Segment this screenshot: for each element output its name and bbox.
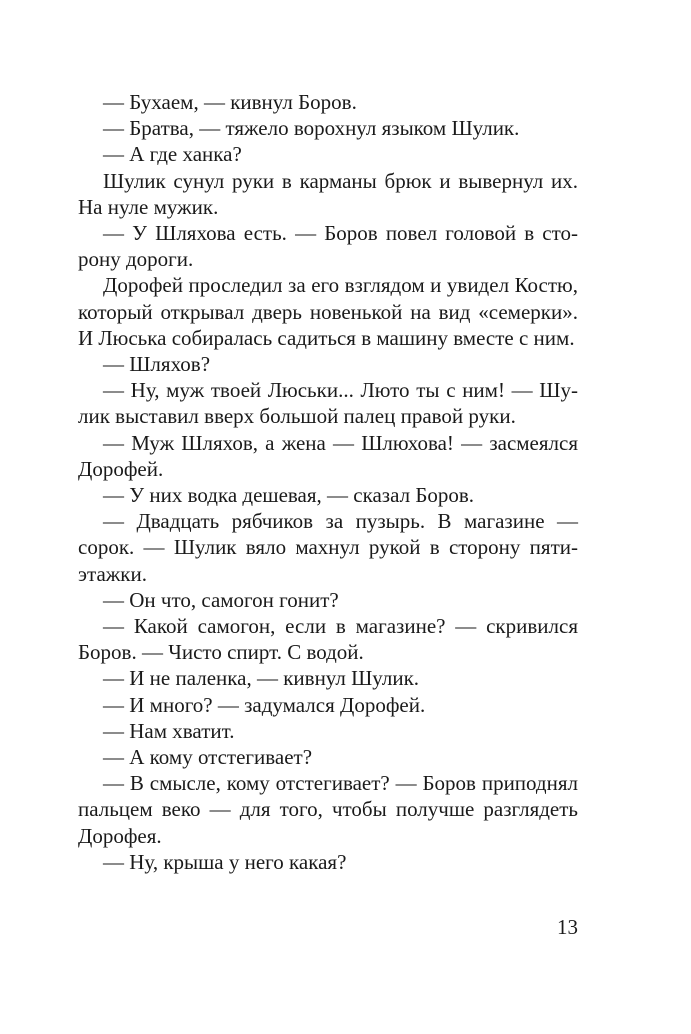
paragraph: — У Шляхова есть. — Боров повел головой в сторону дороги. — [78, 221, 578, 272]
paragraph: — Шляхов? — [103, 352, 211, 377]
paragraph: — Нам хватит. — [103, 718, 235, 743]
paragraph: — Братва, — тяжело ворохнул языком Шулик. — [103, 116, 520, 141]
paragraph: — И много? — задумался Дорофей. — [103, 692, 426, 717]
paragraph: — Муж Шляхов, а жена — Шлюхова! — засмеялся Дорофей. — [78, 430, 578, 481]
paragraph: — Ну, крыша у него какая? — [103, 849, 347, 874]
body-text — [78, 89, 578, 875]
paragraph: — У них водка дешевая, — сказал Боров. — [103, 483, 475, 508]
paragraph: — А где ханка? — [103, 142, 242, 167]
paragraph: — Он что, самогон гонит? — [103, 587, 339, 612]
paragraph: — Ну, муж твоей Люськи... Люто ты с ним! — Шулик выставил вверх большой палец правой руки. — [78, 378, 578, 429]
paragraph: — Бухаем, — кивнул Боров. — [103, 90, 357, 114]
paragraph: Шулик сунул руки в карманы брюк и вывернул их. На нуле мужик. — [78, 168, 578, 219]
paragraph: — И не паленка, — кивнул Шулик. — [103, 666, 420, 691]
paragraph: Дорофей проследил за его взглядом и увидел Костю, который открывал дверь новенькой на вид «семерки». И Люська собиралась садиться в машину вместе с ним. — [78, 273, 578, 350]
paragraph: — Двадцать рябчиков за пузырь. В магазине — сорок. — Шулик вяло махнул рукой в сторону пятиэтажки. — [78, 509, 578, 586]
paragraph: — А кому отстегивает? — [103, 745, 313, 770]
paragraph: — В смысле, кому отстегивает? — Боров приподнял пальцем веко — для того, чтобы получше разглядеть Дорофея. — [78, 771, 578, 848]
paragraph: — Какой самогон, если в магазине? — скривился Боров. — Чисто спирт. С водой. — [78, 614, 578, 665]
page-number: 13 — [557, 915, 578, 939]
